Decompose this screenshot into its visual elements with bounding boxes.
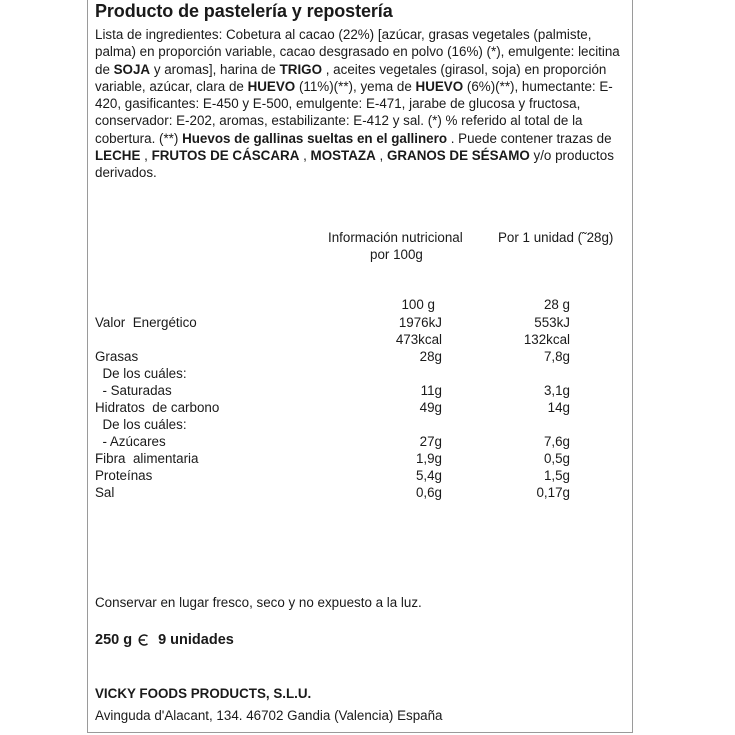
ingredient-allergen: Huevos de gallinas sueltas en el gallinero — [182, 130, 448, 146]
ingredient-allergen: SOJA — [113, 61, 151, 77]
nutrition-row-label: Hidratos de carbono — [95, 400, 220, 415]
nutrition-row-unit: 1,5g — [543, 468, 570, 483]
nutrition-row-per100: 1976kJ — [398, 315, 442, 330]
ingredient-text: (11%)(**), yema de — [295, 78, 416, 94]
nutrition-row-label: Proteínas — [95, 468, 153, 483]
nutrition-row-unit: 14g — [547, 400, 570, 415]
nutrition-row-label: De los cuáles: — [95, 417, 187, 432]
ingredients-list — [95, 26, 625, 182]
nutrition-row-per100: 5,4g — [415, 468, 442, 483]
ingredient-allergen: TRIGO — [279, 61, 323, 77]
ingredient-allergen: MOSTAZA — [310, 148, 376, 164]
nutrition-row-unit: 132kcal — [523, 332, 570, 347]
ingredient-allergen: HUEVO — [415, 78, 464, 94]
nutrition-basis-unit: 28 g — [543, 297, 570, 312]
unit-count: 9 unidades — [158, 632, 234, 648]
nutrition-row-per100: 0,6g — [415, 485, 442, 500]
nutrition-row-unit: 0,17g — [536, 485, 570, 500]
ingredient-text: . Puede contener trazas de — [447, 130, 612, 146]
nutrition-row-per100: 1,9g — [415, 451, 442, 466]
nutrition-row-label: De los cuáles: — [95, 366, 187, 381]
ingredient-text: , — [375, 148, 387, 164]
nutrition-row-per100: 11g — [420, 383, 442, 398]
company-address: Avinguda d'Alacant, 134. 46702 Gandia (Valencia) España — [95, 708, 443, 723]
ingredient-allergen: HUEVO — [247, 78, 296, 94]
nutrition-header-per100 — [328, 229, 463, 263]
ingredient-allergen: LECHE — [95, 148, 141, 164]
ingredient-text: (6%)(**), humectante: E-420, gasificantes: E-450 y E-500, emulgente: E-471, jarabe de glucosa y fructosa, conservador: E-202, aromas, estabilizante: E-412 y sal. (*) % referido al total de la cobertura. (**) — [95, 78, 613, 146]
nutrition-row-label: - Azúcares — [95, 434, 166, 449]
storage-instructions: Conservar en lugar fresco, seco y no expuesto a la luz. — [95, 595, 422, 610]
nutrition-header-per100-line1: Información nutricional — [328, 230, 463, 245]
ingredient-text: y aromas], harina de — [150, 61, 280, 77]
net-weight: 250 g — [95, 632, 133, 648]
estimated-sign-icon — [136, 633, 150, 647]
nutrition-row-unit: 7,6g — [543, 434, 570, 449]
nutrition-header-per100-line2: por 100g — [370, 247, 423, 262]
nutrition-row-unit: 553kJ — [534, 315, 570, 330]
ingredient-text: Lista de ingredientes: Cobetura al cacao (22%) [azúcar, grasas vegetales (palmiste, palma) en proporción variable, cacao desgrasado en polvo (16%) (*), emulgente: lecitina de — [95, 27, 620, 77]
ingredient-text: y/o productos derivados. — [95, 148, 614, 181]
nutrition-header-unit: Por 1 unidad (˜28g) — [498, 230, 614, 245]
nutrition-row-unit: 3,1g — [543, 383, 570, 398]
nutrition-row-label: Fibra alimentaria — [95, 451, 199, 466]
nutrition-row-label: Grasas — [95, 349, 139, 364]
nutrition-row-label: Sal — [95, 485, 115, 500]
nutrition-row-per100: 473kcal — [395, 332, 442, 347]
nutrition-row-per100: 49g — [419, 400, 442, 415]
nutrition-row-label: Valor Energético — [95, 315, 197, 330]
nutrition-row-unit: 7,8g — [543, 349, 570, 364]
nutrition-row-label: - Saturadas — [95, 383, 172, 398]
ingredient-text: , — [299, 148, 311, 164]
nutrition-basis-per100: 100 g — [401, 297, 435, 312]
ingredient-text: , — [140, 148, 152, 164]
nutrition-row-per100: 28g — [419, 349, 442, 364]
ingredient-allergen: GRANOS DE SÉSAMO — [386, 148, 530, 164]
nutrition-row-per100: 27g — [419, 434, 442, 449]
ingredient-allergen: FRUTOS DE CÁSCARA — [151, 148, 300, 164]
company-name: VICKY FOODS PRODUCTS, S.L.U. — [95, 686, 312, 701]
net-weight-line — [95, 632, 234, 648]
ingredient-text: , aceites vegetales (girasol, soja) en proporción variable, azúcar, clara de — [95, 61, 607, 94]
nutrition-row-unit: 0,5g — [543, 451, 570, 466]
product-title: Producto de pastelería y repostería — [95, 1, 393, 21]
